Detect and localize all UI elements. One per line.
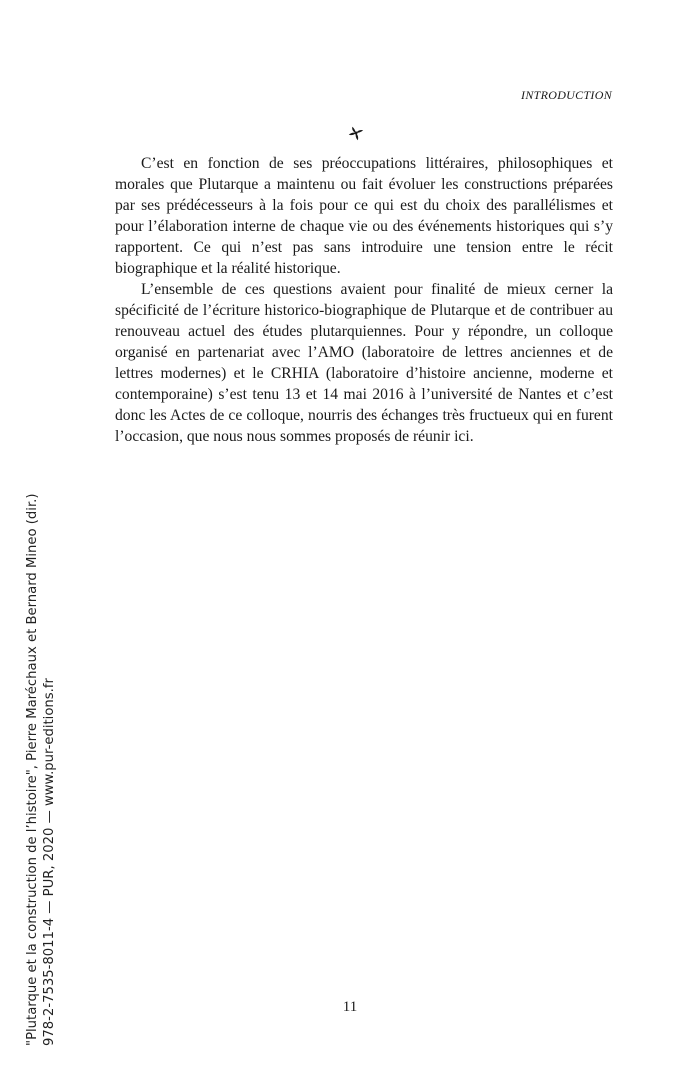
citation-sidebar (24, 486, 58, 1046)
body-text (115, 153, 613, 447)
page-number: 11 (342, 999, 358, 1015)
paragraph-2: L’ensemble de ces questions avaient pour finalité de mieux cerner la spécificité de l’écriture historico-biographique de Plutarque et de contribuer au renouveau actuel des études plutarquiennes. Pour y répondre, un colloque organisé en partenariat avec l’AMO (laboratoire de lettres anciennes et de lettres modernes) et le CRHIA (laboratoire d’histoire ancienne, moderne et contemporaine) s’est tenu 13 et 14 mai 2016 à l’université de Nantes et c’est donc les Actes de ce colloque, nourris des échanges très fructueux qui en furent l’occasion, que nous nous sommes proposés de réunir ici. (115, 281, 613, 445)
fleuron-ornament-icon (347, 124, 365, 142)
citation-publisher-line: 978-2-7535-8011-4 — PUR, 2020 — www.pur-editions.fr (42, 678, 57, 1046)
citation-title-line: "Plutarque et la construction de l’histoire", Pierre Maréchaux et Bernard Mineo (dir.) (25, 493, 40, 1046)
paragraph-1: C’est en fonction de ses préoccupations littéraires, philosophiques et morales que Plutarque a maintenu ou fait évoluer les constructions préparées par ses prédécesseurs à la fois pour ce qui est du choix des parallélismes et pour l’élaboration interne de chaque vie ou des événements historiques qui s’y rapportent. Ce qui n’est pas sans introduire une tension entre le récit biographique et la réalité historique. (115, 155, 613, 277)
running-head: INTRODUCTION (521, 88, 612, 102)
